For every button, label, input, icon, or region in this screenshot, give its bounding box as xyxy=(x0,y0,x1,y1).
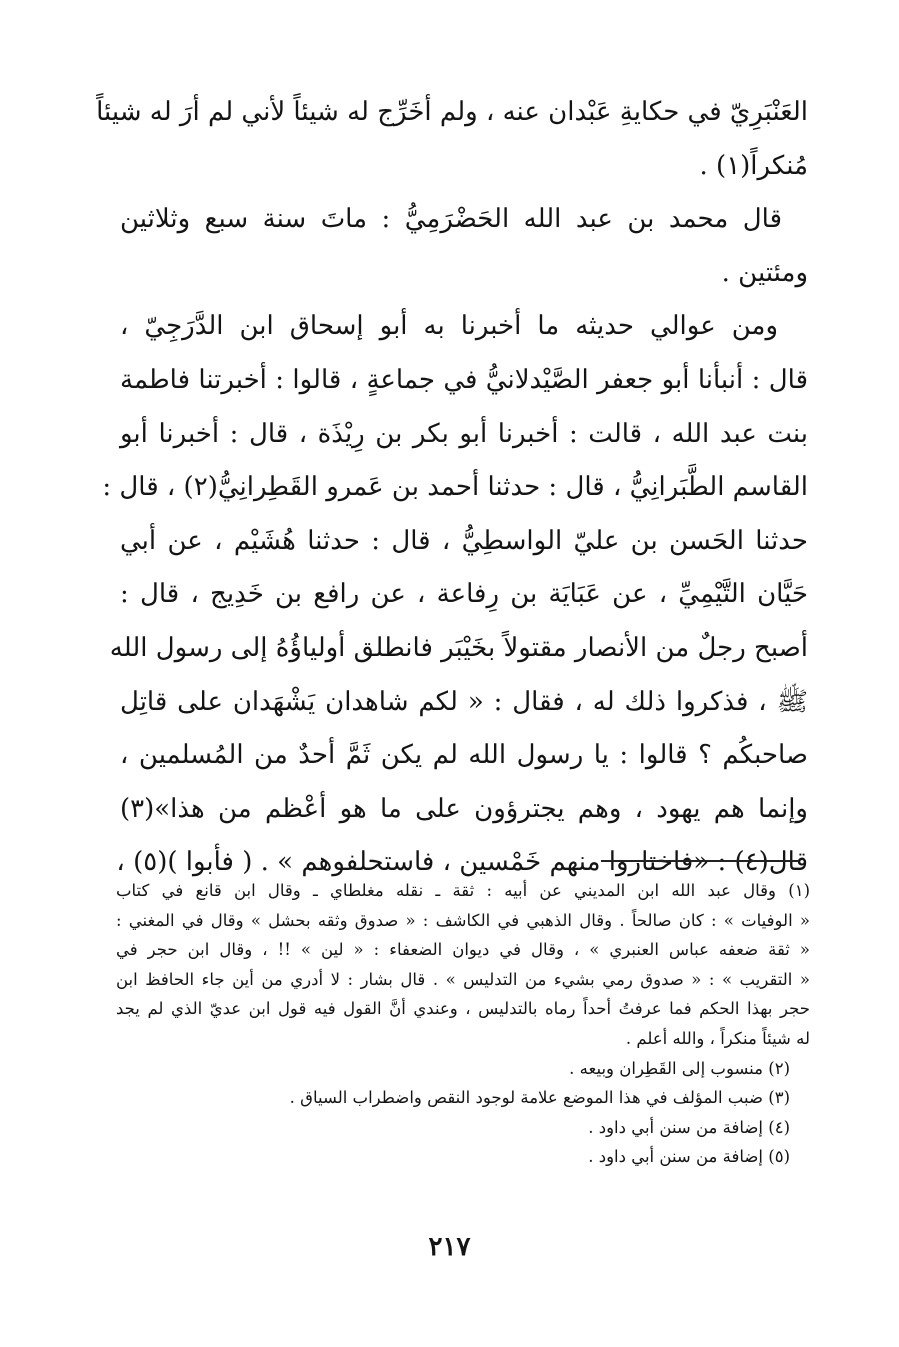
main-text-line: العَنْبَرِيّ في حكايةِ عَبْدان عنه ، ولم أخَرِّج له شيئاً لأني لم أرَ له شيئاً xyxy=(96,97,808,127)
main-text-line: ﷺ ، فذكروا ذلك له ، فقال : « لكم شاهدان يَشْهَدان على قاتِل xyxy=(120,686,808,717)
footnote-line: « الوفيات » : كان صالحاً . وقال الذهبي في الكاشف : « صدوق وثقه بحشل » وقال في المغني : xyxy=(116,910,810,930)
main-text-line: صاحبكُم ؟ قالوا : يا رسول الله لم يكن ثَمَّ أحدٌ من المُسلمين ، xyxy=(120,740,808,771)
main-text-line: ومئتين . xyxy=(721,257,808,288)
main-text xyxy=(96,86,808,890)
main-text-line: قال(٤) : «فاختاروا منهم خَمْسين ، فاستحلفوهم » . ( فأبوا )(٥) ، xyxy=(116,847,808,878)
main-text-line: قال محمد بن عبد الله الحَضْرَمِيُّ : ماتَ سنة سبع وثلاثين xyxy=(120,204,782,235)
footnote-line: حجر بهذا الحكم فما عرفتُ أحداً رماه بالتدليس ، وعندي أنَّ القول فيه قول ابن عديّ الذي لم يجد xyxy=(116,999,810,1019)
main-text-line: ومن عوالي حديثه ما أخبرنا به أبو إسحاق ابن الدَّرَجِيّ ، xyxy=(120,311,778,342)
main-text-line: بنت عبد الله ، قالت : أخبرنا أبو بكر بن رِيْذَة ، قال : أخبرنا أبو xyxy=(120,418,808,449)
main-text-line: وإنما هم يهود ، وهم يجترؤون على ما هو أعْظم من هذا»(٣) xyxy=(120,793,808,824)
footnote-line: (١) وقال عبد الله ابن المديني عن أبيه : ثقة ـ نقله مغلطاي ـ وقال ابن قانع في كتاب xyxy=(116,881,810,900)
main-text-line: قال : أنبأنا أبو جعفر الصَّيْدلانيُّ في جماعةٍ ، قالوا : أخبرتنا فاطمة xyxy=(120,364,808,395)
main-text-line: أصبح رجلٌ من الأنصار مقتولاً بخَيْبَر فانطلق أولياؤُهُ إلى رسول الله xyxy=(109,632,808,663)
footnotes xyxy=(116,876,810,1172)
footnote-divider xyxy=(601,860,799,862)
main-text-line: القاسم الطَّبَرانِيُّ ، قال : حدثنا أحمد بن عَمرو القَطِرانِيُّ(٢) ، قال : xyxy=(102,472,808,503)
main-text-line: حَيَّان التَّيْمِيِّ ، عن عَبَايَة بن رِفاعة ، عن رافع بن خَدِيج ، قال : xyxy=(120,579,808,610)
main-text-line: مُنكراً(١) . xyxy=(699,150,808,181)
footnote-line: (٢) منسوب إلى القَطِران وبيعه . xyxy=(569,1058,790,1078)
footnote-line: « ثقة ضعفه عباس العنبري » ، وقال في ديوان الضعفاء : « لين » !! ، وقال ابن حجر في xyxy=(116,940,810,960)
footnote-line: « التقريب » : « صدوق رمي بشيء من التدليس » . قال بشار : لا أدري من أين جاء الحافظ ابن xyxy=(116,969,810,989)
footnote-line: (٤) إضافة من سنن أبي داود . xyxy=(588,1117,790,1137)
footnote-line: له شيئاً منكراً ، والله أعلم . xyxy=(625,1028,810,1048)
footnote-line: (٥) إضافة من سنن أبي داود . xyxy=(588,1147,790,1167)
page-number: ٢١٧ xyxy=(428,1232,471,1262)
main-text-line: حدثنا الحَسن بن عليّ الواسطِيُّ ، قال : حدثنا هُشَيْم ، عن أبي xyxy=(120,525,808,556)
footnote-line: (٣) ضبب المؤلف في هذا الموضع علامة لوجود النقص واضطراب السياق . xyxy=(289,1088,790,1108)
